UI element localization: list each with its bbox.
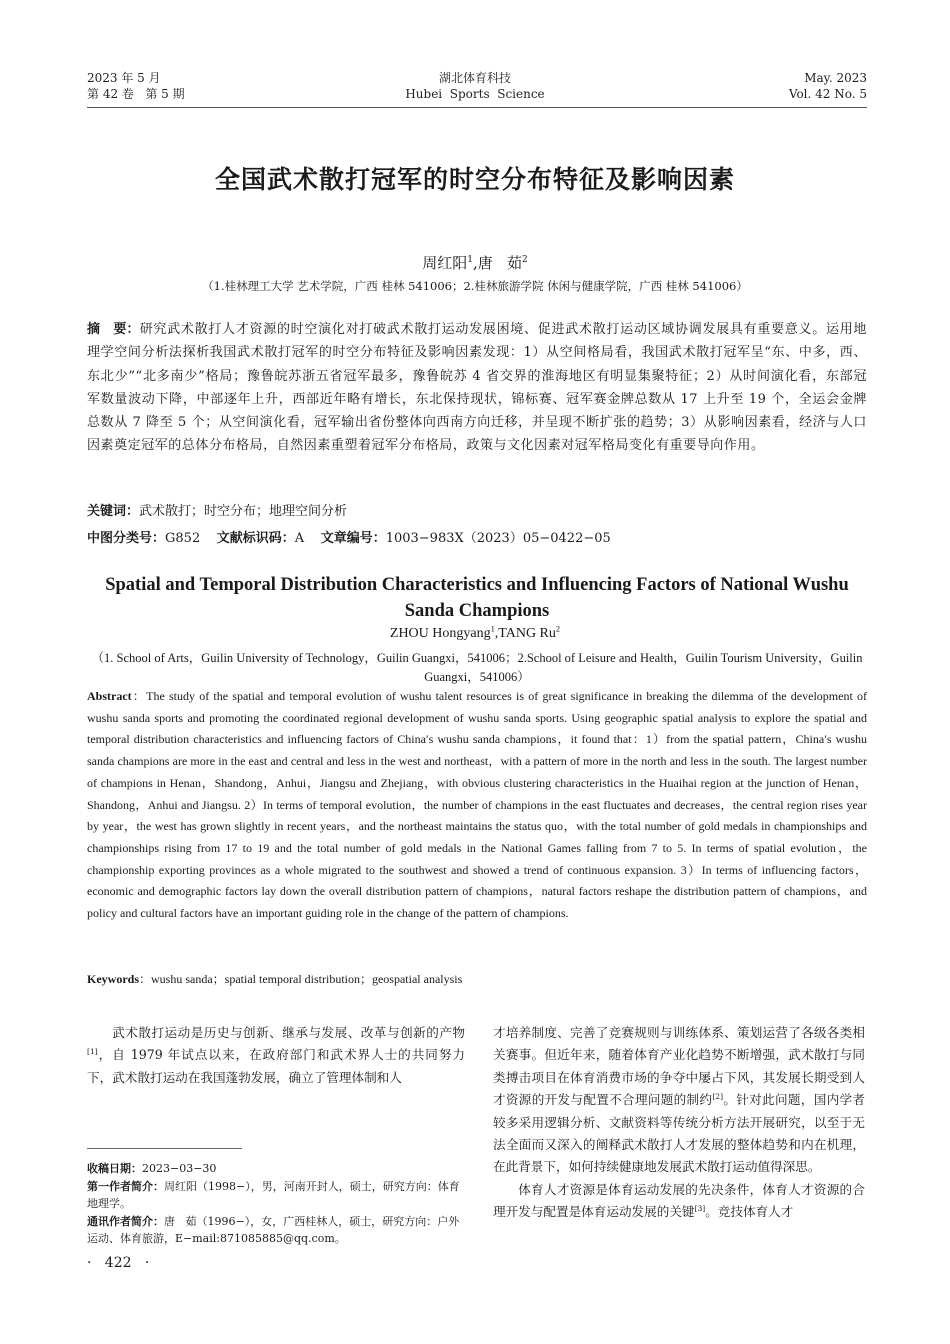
article-number-value: 1003−983X（2023）05−0422−05 bbox=[385, 531, 611, 546]
abstract-colon-en: ： bbox=[131, 689, 147, 703]
abstract-text-en: The study of the spatial and temporal evolution of wushu talent resources is of great significance in breaking the dilemma of the development of wushu sanda sports and promoting the coordinated regional development of wushu sanda sports. Using geographic spatial analysis to explore the spatial and temporal distribution characteristics and influencing factors of China′s wushu sanda champions，it found that：1）from the spatial pattern，China′s wushu sanda champions are more in the east and central and less in the west and northeast，with a pattern of more in the north and less in the south. The largest number of champions in Henan，Shandong，Anhui，Jiangsu and Zhejiang，with obvious clustering characteristics in the Huaihai region at the junction of Henan，Shandong，Anhui and Jiangsu. 2）In terms of temporal evolution，the number of champions in the east fluctuates and decreases，the central region rises year by year，the west has grown slightly in recent years，and the northeast maintains the status quo，with the total number of gold medals in championships and championships rising from 17 to 19 and the total number of gold medals in the National Games falling from 7 to 5. In terms of spatial evolution，the championship exporting provinces as a whole migrated to the southwest and showed a trend of continuous expansion. 3）In terms of influencing factors，economic and demographic factors lay down the overall distribution pattern of champions，natural factors reshape the distribution pattern of champions，and policy and cultural factors have an important guiding role in the change of the pattern of champions. bbox=[87, 689, 867, 921]
author-sep-en: , bbox=[494, 626, 499, 641]
doc-code-label: 文献标识码： bbox=[216, 531, 295, 546]
paragraph-text: 。竞技体育人才 bbox=[705, 1204, 794, 1220]
first-author-value: 周红阳（1998−），男，河南开封人，硕士，研究方向：体育地理学。 bbox=[87, 1179, 460, 1210]
author-2-en-sup: 2 bbox=[555, 624, 561, 634]
journal-name-en: Hubei Sports Science bbox=[405, 87, 545, 101]
author-2-sup: 2 bbox=[522, 255, 528, 265]
author-2-en: TANG Ru bbox=[498, 626, 556, 641]
corresponding-author-label: 通讯作者简介： bbox=[87, 1214, 164, 1228]
paragraph-text: 才培养制度、完善了竞赛规则与训练体系、策划运营了各级各类相关赛事。但近年来，随着体育产业化趋势不断增强，武术散打与同类搏击项目在体育消费市场的争夺中屡占下风，其发展长期受到人才资源的开发与配置不合理问题的制约 bbox=[493, 1025, 865, 1108]
issue-date-en: May. 2023 bbox=[804, 71, 867, 85]
affiliation-cn: （1.桂林理工大学 艺术学院，广西 桂林 541006；2.桂林旅游学院 休闲与健康学院，广西 桂林 541006） bbox=[202, 279, 748, 293]
received-value: 2023−03−30 bbox=[142, 1162, 217, 1175]
article-number-label: 文章编号： bbox=[320, 531, 386, 546]
author-1-cn: 周红阳 bbox=[422, 254, 468, 272]
body-column-right bbox=[493, 1022, 865, 1224]
affiliation-en: （1. School of Arts，Guilin University of Technology，Guilin Guangxi，541006；2.School of Leisure and Health，Guilin Tourism University，Guilin Guangxi，541006） bbox=[91, 651, 863, 684]
abstract-label-cn: 摘 要： bbox=[87, 322, 140, 337]
clc-label: 中图分类号： bbox=[87, 531, 166, 546]
citation-ref: [3] bbox=[694, 1204, 706, 1214]
abstract-en bbox=[87, 686, 867, 925]
volume-cn: 第 42 卷 第 5 期 bbox=[87, 87, 185, 101]
paragraph-text: 。针对此问题，国内学者较多采用逻辑分析、文献资料等传统分析方法开展研究，以至于无法全面而又深入的阐释武术散打人才发展的整体趋势和内在机理，在此背景下，如何持续健康地发展武术散打运动值得深思。 bbox=[493, 1092, 866, 1175]
received-label: 收稿日期： bbox=[87, 1162, 142, 1175]
header-right bbox=[789, 70, 867, 102]
body-column-left bbox=[87, 1022, 465, 1089]
footnote-divider bbox=[87, 1148, 242, 1149]
classification-line bbox=[87, 529, 867, 549]
abstract-cn bbox=[87, 318, 867, 458]
keywords-text-en: wushu sanda；spatial temporal distribution；geospatial analysis bbox=[151, 972, 463, 986]
corresponding-author-value: 唐 茹（1996−），女，广西桂林人，硕士，研究方向：户外运动、体育旅游，E−mail:871085885@qq.com。 bbox=[87, 1214, 460, 1245]
paragraph bbox=[493, 1022, 865, 1179]
keywords-colon-en: ： bbox=[139, 972, 152, 986]
authors-cn bbox=[0, 252, 950, 273]
page-number: · 422 · bbox=[87, 1255, 150, 1271]
paper-title-cn: 全国武术散打冠军的时空分布特征及影响因素 bbox=[214, 165, 735, 194]
keywords-cn bbox=[87, 502, 867, 522]
paragraph-text: 武术散打运动是历史与创新、继承与发展、改革与创新的产物 bbox=[112, 1025, 465, 1040]
keywords-label-en: Keywords bbox=[87, 972, 139, 986]
first-author-label: 第一作者简介： bbox=[87, 1179, 164, 1193]
abstract-text-cn: 研究武术散打人才资源的时空演化对打破武术散打运动发展困境、促进武术散打运动区域协调发展具有重要意义。运用地理学空间分析法探析我国武术散打冠军的时空分布特征及影响因素发现：1）从空间格局看，我国武术散打冠军呈“东、中多，西、东北少”“北多南少”格局；豫鲁皖苏浙五省冠军最多，豫鲁皖苏 4 省交界的淮海地区有明显集聚特征；2）从时间演化看，东部冠军数量波动下降，中部逐年上升，西部近年略有增长，东北保持现状，锦标赛、冠军赛金牌总数从 17 上升至 19 个，全运会金牌总数从 7 降至 5 个；从空间演化看，冠军输出省份整体向西南方向迁移，并呈现不断扩张的趋势；3）从影响因素看，经济与人口因素奠定冠军的总体分布格局，自然因素重塑着冠军分布格局，政策与文化因素对冠军格局变化有重要导向作用。 bbox=[87, 322, 867, 454]
paragraph bbox=[493, 1179, 865, 1224]
paragraph bbox=[87, 1022, 465, 1089]
paragraph-text: ，自 1979 年试点以来，在政府部门和武术界人士的共同努力下，武术散打运动在我国蓬勃发展，确立了管理体制和人 bbox=[87, 1047, 465, 1085]
author-2-cn: 唐 茹 bbox=[477, 254, 523, 272]
author-sep: , bbox=[472, 254, 478, 272]
header-divider bbox=[87, 107, 867, 108]
abstract-label-en: Abstract bbox=[87, 689, 132, 703]
volume-en: Vol. 42 No. 5 bbox=[788, 87, 867, 101]
authors-en bbox=[0, 626, 950, 642]
first-author-note bbox=[87, 1178, 465, 1213]
footnotes bbox=[87, 1160, 465, 1248]
received-date bbox=[87, 1160, 465, 1178]
citation-ref: [2] bbox=[712, 1092, 724, 1102]
issue-date-cn: 2023 年 5 月 bbox=[87, 71, 161, 85]
citation-ref: [1] bbox=[87, 1047, 98, 1057]
paper-title-en: Spatial and Temporal Distribution Characteristics and Influencing Factors of National Wushu Sanda Champions bbox=[105, 575, 849, 621]
paragraph-text: 体育人才资源是体育运动发展的先决条件，体育人才资源的合理开发与配置是体育运动发展的关键 bbox=[493, 1181, 865, 1220]
author-1-en: ZHOU Hongyang bbox=[389, 626, 491, 641]
journal-name-cn: 湖北体育科技 bbox=[438, 71, 511, 85]
keywords-en bbox=[87, 970, 867, 988]
author-1-sup: 1 bbox=[467, 255, 473, 265]
corresponding-author-note bbox=[87, 1213, 465, 1248]
author-1-en-sup: 1 bbox=[490, 624, 495, 634]
keywords-text-cn: 武术散打；时空分布；地理空间分析 bbox=[139, 504, 348, 519]
clc-value: G852 bbox=[165, 531, 201, 546]
keywords-label-cn: 关键词： bbox=[87, 504, 140, 519]
doc-code-value: A bbox=[294, 531, 305, 546]
